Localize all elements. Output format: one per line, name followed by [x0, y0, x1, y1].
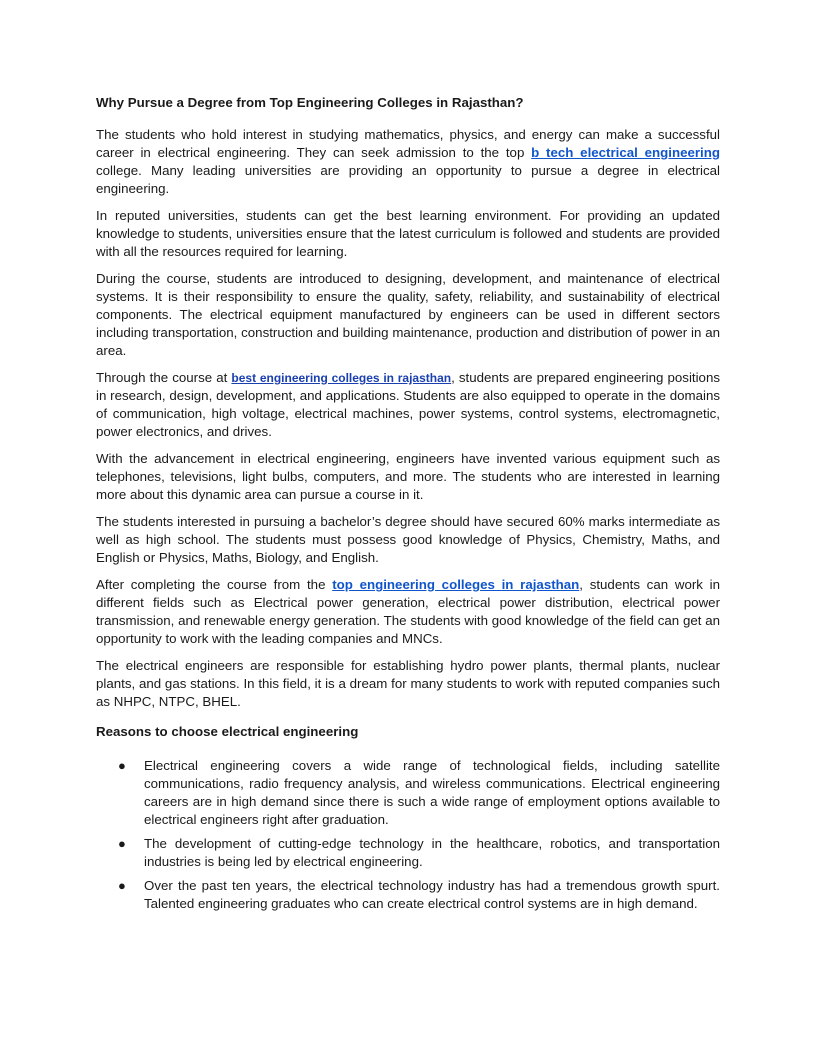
text-segment: , students can work in different fields such as Electrical power generation, electrical power distribution, electrical power transmission, and renewable energy generation. The students with good knowledge of the field can get an opportunity to work with the leading companies and MNCs. — [96, 577, 720, 646]
bullet-icon: ● — [118, 758, 126, 773]
paragraph-intro — [96, 126, 720, 198]
list-item — [96, 757, 720, 829]
paragraph-career-domains — [96, 369, 720, 441]
text-segment: After completing the course from the — [96, 577, 333, 592]
section-heading-reasons: Reasons to choose electrical engineering — [96, 724, 359, 739]
link-b-tech-electrical-engineering[interactable]: b tech electrical engineering — [531, 145, 720, 160]
text-segment: The students who hold interest in studying mathematics, physics, and energy can make a successful career in electrical engineering. They can seek admission to the top — [96, 127, 720, 160]
list-item — [96, 835, 720, 871]
bullet-icon: ● — [118, 878, 126, 893]
text-segment: , students are prepared engineering positions in research, design, development, and applications. Students are also equipped to operate in the domains of communication, high voltage, electrical machines, power systems, control systems, electromagnetic, power electronics, and drives. — [96, 370, 720, 439]
link-top-engineering-colleges[interactable]: top engineering colleges in rajasthan — [332, 577, 580, 592]
text-segment: Through the course at — [96, 370, 232, 385]
paragraph-employers: The electrical engineers are responsible for establishing hydro power plants, thermal plants, nuclear plants, and gas stations. In this field, it is a dream for many students to work with reputed companies such as NHPC, NTPC, BHEL. — [96, 658, 720, 709]
list-item — [96, 877, 720, 913]
reasons-list — [96, 757, 720, 913]
bullet-icon: ● — [118, 836, 126, 851]
list-item-text: The development of cutting-edge technology in the healthcare, robotics, and transportation industries is being led by electrical engineering. — [144, 836, 720, 869]
paragraph-universities: In reputed universities, students can get the best learning environment. For providing an updated knowledge to students, universities ensure that the latest curriculum is followed and students are provided with all the resources required for learning. — [96, 208, 720, 259]
link-best-engineering-colleges[interactable]: best engineering colleges in rajasthan — [231, 371, 452, 385]
paragraph-advancement: With the advancement in electrical engineering, engineers have invented various equipment such as telephones, televisions, light bulbs, computers, and more. The students who are interested in learning more about this dynamic area can pursue a course in it. — [96, 451, 720, 502]
paragraph-eligibility: The students interested in pursuing a bachelor’s degree should have secured 60% marks intermediate as well as high school. The students must possess good knowledge of Physics, Chemistry, Maths, and English or Physics, Maths, Biology, and English. — [96, 514, 720, 565]
list-item-text: Over the past ten years, the electrical technology industry has had a tremendous growth spurt. Talented engineering graduates who can create electrical control systems are in high demand. — [144, 878, 720, 911]
paragraph-course-content: During the course, students are introduced to designing, development, and maintenance of electrical systems. It is their responsibility to ensure the quality, safety, reliability, and sustainability of electrical components. The electrical equipment manufactured by engineers can be used in different sectors including transportation, construction and building maintenance, production and distribution of power in an area. — [96, 271, 720, 358]
paragraph-career-fields — [96, 576, 720, 648]
page-title: Why Pursue a Degree from Top Engineering Colleges in Rajasthan? — [96, 95, 524, 110]
text-segment: college. Many leading universities are providing an opportunity to pursue a degree in electrical engineering. — [96, 163, 720, 196]
list-item-text: Electrical engineering covers a wide range of technological fields, including satellite communications, radio frequency analysis, and wireless communications. Electrical engineering careers are in high demand since there is such a wide range of employment options available to electrical engineers right after graduation. — [144, 758, 720, 827]
